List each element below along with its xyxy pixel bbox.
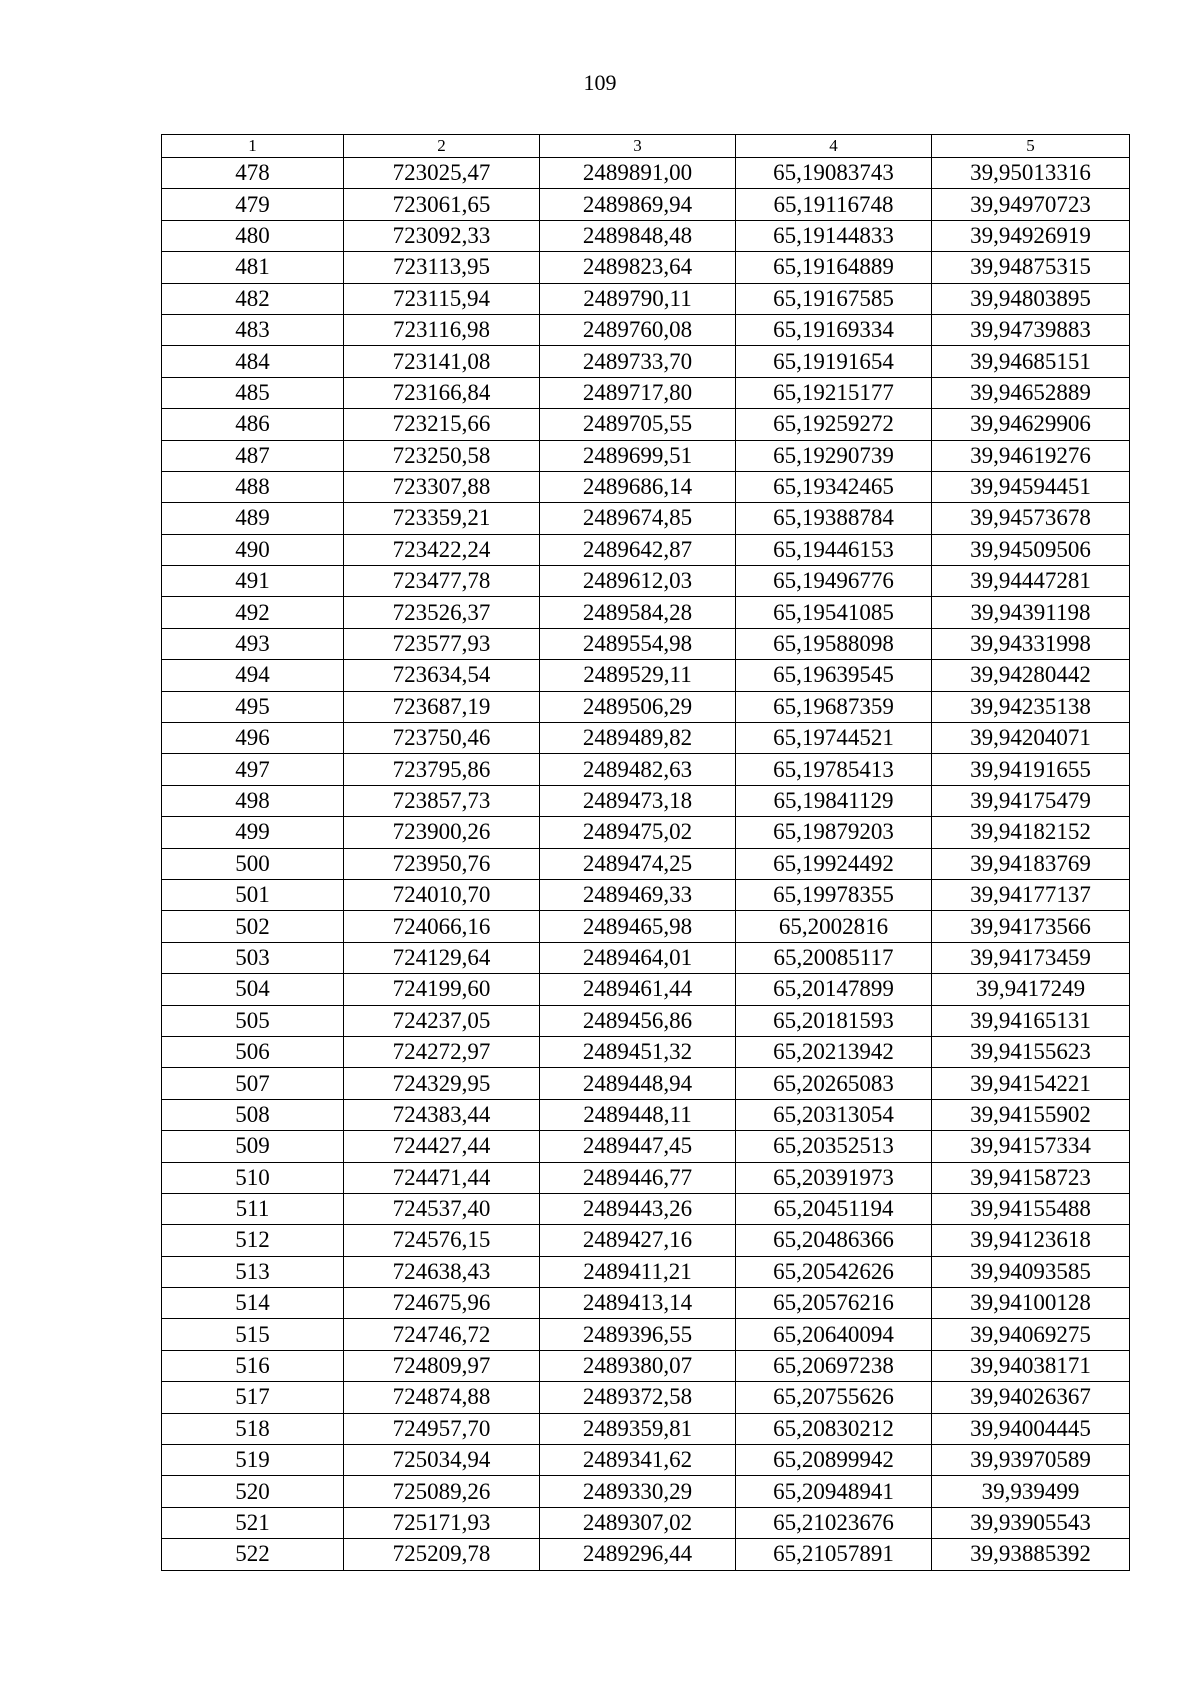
table-cell-col-2: 723115,94 [344, 283, 540, 314]
table-cell-col-4: 65,19144833 [736, 220, 932, 251]
table-row [162, 754, 1130, 785]
table-cell-col-4: 65,20899942 [736, 1445, 932, 1476]
table-cell-col-1: 511 [162, 1193, 344, 1224]
table-cell-col-1: 498 [162, 785, 344, 816]
table-cell-col-3: 2489482,63 [540, 754, 736, 785]
table-cell-col-4: 65,20486366 [736, 1225, 932, 1256]
table-cell-col-1: 484 [162, 346, 344, 377]
table-cell-col-5: 39,94235138 [932, 691, 1130, 722]
table-cell-col-2: 724066,16 [344, 911, 540, 942]
table-cell-col-5: 39,94026367 [932, 1382, 1130, 1413]
table-cell-col-5: 39,94573678 [932, 503, 1130, 534]
table-cell-col-5: 39,94204071 [932, 723, 1130, 754]
table-cell-col-1: 494 [162, 660, 344, 691]
table-cell-col-2: 725089,26 [344, 1476, 540, 1507]
table-cell-col-5: 39,94155623 [932, 1036, 1130, 1067]
table-cell-col-5: 39,9417249 [932, 974, 1130, 1005]
table-cell-col-4: 65,19541085 [736, 597, 932, 628]
table-cell-col-2: 724537,40 [344, 1193, 540, 1224]
table-row [162, 1005, 1130, 1036]
table-cell-col-3: 2489359,81 [540, 1413, 736, 1444]
table-row [162, 1476, 1130, 1507]
table-cell-col-1: 503 [162, 942, 344, 973]
table-row [162, 879, 1130, 910]
table-cell-col-4: 65,20542626 [736, 1256, 932, 1287]
table-cell-col-2: 724427,44 [344, 1131, 540, 1162]
table-cell-col-3: 2489446,77 [540, 1162, 736, 1193]
table-cell-col-4: 65,19167585 [736, 283, 932, 314]
table-cell-col-4: 65,20085117 [736, 942, 932, 973]
table-cell-col-1: 499 [162, 817, 344, 848]
table-cell-col-1: 519 [162, 1445, 344, 1476]
table-cell-col-2: 725034,94 [344, 1445, 540, 1476]
table-cell-col-3: 2489699,51 [540, 440, 736, 471]
table-cell-col-1: 481 [162, 252, 344, 283]
table-cell-col-2: 724129,64 [344, 942, 540, 973]
table-cell-col-4: 65,19259272 [736, 409, 932, 440]
table-cell-col-4: 65,19191654 [736, 346, 932, 377]
table-cell-col-3: 2489705,55 [540, 409, 736, 440]
table-cell-col-4: 65,20352513 [736, 1131, 932, 1162]
table-cell-col-2: 723750,46 [344, 723, 540, 754]
table-cell-col-5: 39,94875315 [932, 252, 1130, 283]
table-cell-col-1: 522 [162, 1539, 344, 1570]
table-cell-col-2: 724874,88 [344, 1382, 540, 1413]
table-cell-col-4: 65,19290739 [736, 440, 932, 471]
table-row [162, 1256, 1130, 1287]
table-row [162, 409, 1130, 440]
table-cell-col-4: 65,19639545 [736, 660, 932, 691]
table-cell-col-2: 723250,58 [344, 440, 540, 471]
table-row [162, 1099, 1130, 1130]
table-cell-col-1: 512 [162, 1225, 344, 1256]
table-cell-col-1: 482 [162, 283, 344, 314]
table-cell-col-3: 2489674,85 [540, 503, 736, 534]
table-row [162, 1288, 1130, 1319]
column-header-5: 5 [932, 135, 1130, 158]
table-cell-col-4: 65,19496776 [736, 566, 932, 597]
table-cell-col-5: 39,94926919 [932, 220, 1130, 251]
table-cell-col-3: 2489790,11 [540, 283, 736, 314]
table-cell-col-2: 723795,86 [344, 754, 540, 785]
table-cell-col-5: 39,939499 [932, 1476, 1130, 1507]
table-cell-col-1: 478 [162, 158, 344, 189]
table-cell-col-1: 486 [162, 409, 344, 440]
table-cell-col-1: 497 [162, 754, 344, 785]
table-cell-col-5: 39,94447281 [932, 566, 1130, 597]
table-cell-col-5: 39,94652889 [932, 377, 1130, 408]
table-cell-col-2: 724471,44 [344, 1162, 540, 1193]
table-cell-col-5: 39,94093585 [932, 1256, 1130, 1287]
table-cell-col-3: 2489642,87 [540, 534, 736, 565]
table-cell-col-5: 39,94685151 [932, 346, 1130, 377]
table-cell-col-4: 65,19446153 [736, 534, 932, 565]
table-cell-col-1: 479 [162, 189, 344, 220]
table-cell-col-4: 65,19785413 [736, 754, 932, 785]
table-cell-col-1: 493 [162, 628, 344, 659]
table-row [162, 1507, 1130, 1538]
table-row [162, 597, 1130, 628]
table-cell-col-5: 39,94739883 [932, 314, 1130, 345]
table-cell-col-2: 724957,70 [344, 1413, 540, 1444]
table-cell-col-2: 723687,19 [344, 691, 540, 722]
table-cell-col-5: 39,94509506 [932, 534, 1130, 565]
column-header-3: 3 [540, 135, 736, 158]
table-cell-col-5: 39,94280442 [932, 660, 1130, 691]
table-cell-col-2: 723092,33 [344, 220, 540, 251]
table-row [162, 723, 1130, 754]
table-cell-col-4: 65,19116748 [736, 189, 932, 220]
table-row [162, 503, 1130, 534]
table-cell-col-5: 39,94123618 [932, 1225, 1130, 1256]
table-cell-col-2: 725171,93 [344, 1507, 540, 1538]
table-cell-col-1: 495 [162, 691, 344, 722]
table-cell-col-1: 496 [162, 723, 344, 754]
table-cell-col-1: 492 [162, 597, 344, 628]
table-cell-col-1: 513 [162, 1256, 344, 1287]
table-cell-col-2: 723307,88 [344, 471, 540, 502]
table-row [162, 1445, 1130, 1476]
table-cell-col-4: 65,20755626 [736, 1382, 932, 1413]
table-cell-col-1: 505 [162, 1005, 344, 1036]
table-cell-col-4: 65,19588098 [736, 628, 932, 659]
coordinates-table [161, 134, 1130, 1571]
table-cell-col-3: 2489823,64 [540, 252, 736, 283]
table-cell-col-1: 491 [162, 566, 344, 597]
table-cell-col-2: 723422,24 [344, 534, 540, 565]
table-cell-col-3: 2489760,08 [540, 314, 736, 345]
table-row [162, 1350, 1130, 1381]
table-cell-col-5: 39,94157334 [932, 1131, 1130, 1162]
table-cell-col-1: 504 [162, 974, 344, 1005]
table-cell-col-5: 39,94100128 [932, 1288, 1130, 1319]
table-cell-col-4: 65,21057891 [736, 1539, 932, 1570]
table-cell-col-5: 39,94038171 [932, 1350, 1130, 1381]
table-body [162, 158, 1130, 1571]
table-cell-col-5: 39,94173459 [932, 942, 1130, 973]
table-cell-col-4: 65,20391973 [736, 1162, 932, 1193]
table-cell-col-3: 2489465,98 [540, 911, 736, 942]
table-cell-col-1: 487 [162, 440, 344, 471]
table-cell-col-3: 2489372,58 [540, 1382, 736, 1413]
table-cell-col-1: 521 [162, 1507, 344, 1538]
table-cell-col-5: 39,94004445 [932, 1413, 1130, 1444]
table-cell-col-4: 65,20948941 [736, 1476, 932, 1507]
table-cell-col-4: 65,19841129 [736, 785, 932, 816]
table-cell-col-5: 39,93905543 [932, 1507, 1130, 1538]
table-cell-col-1: 508 [162, 1099, 344, 1130]
table-cell-col-4: 65,19169334 [736, 314, 932, 345]
table-cell-col-4: 65,19924492 [736, 848, 932, 879]
table-cell-col-2: 723215,66 [344, 409, 540, 440]
table-cell-col-4: 65,19164889 [736, 252, 932, 283]
table-cell-col-4: 65,19978355 [736, 879, 932, 910]
column-header-2: 2 [344, 135, 540, 158]
table-cell-col-1: 509 [162, 1131, 344, 1162]
table-cell-col-5: 39,93885392 [932, 1539, 1130, 1570]
table-cell-col-5: 39,94803895 [932, 283, 1130, 314]
table-cell-col-3: 2489307,02 [540, 1507, 736, 1538]
table-cell-col-4: 65,20640094 [736, 1319, 932, 1350]
table-row [162, 1319, 1130, 1350]
table-cell-col-3: 2489451,32 [540, 1036, 736, 1067]
table-cell-col-3: 2489427,16 [540, 1225, 736, 1256]
header-row [162, 135, 1130, 158]
table-cell-col-1: 515 [162, 1319, 344, 1350]
table-row [162, 1131, 1130, 1162]
table-cell-col-3: 2489464,01 [540, 942, 736, 973]
table-cell-col-1: 518 [162, 1413, 344, 1444]
table-cell-col-4: 65,19687359 [736, 691, 932, 722]
table-cell-col-2: 724010,70 [344, 879, 540, 910]
table-cell-col-4: 65,20576216 [736, 1288, 932, 1319]
table-cell-col-3: 2489848,48 [540, 220, 736, 251]
table-cell-col-3: 2489380,07 [540, 1350, 736, 1381]
table-cell-col-3: 2489686,14 [540, 471, 736, 502]
table-row [162, 1162, 1130, 1193]
table-row [162, 848, 1130, 879]
table-cell-col-4: 65,20181593 [736, 1005, 932, 1036]
table-cell-col-5: 39,94155488 [932, 1193, 1130, 1224]
table-cell-col-3: 2489506,29 [540, 691, 736, 722]
table-cell-col-5: 39,93970589 [932, 1445, 1130, 1476]
table-cell-col-4: 65,19215177 [736, 377, 932, 408]
table-cell-col-5: 39,95013316 [932, 158, 1130, 189]
table-cell-col-3: 2489456,86 [540, 1005, 736, 1036]
table-cell-col-1: 520 [162, 1476, 344, 1507]
table-cell-col-2: 723025,47 [344, 158, 540, 189]
table-cell-col-1: 507 [162, 1068, 344, 1099]
table-cell-col-4: 65,20213942 [736, 1036, 932, 1067]
table-cell-col-3: 2489584,28 [540, 597, 736, 628]
table-cell-col-2: 724576,15 [344, 1225, 540, 1256]
table-cell-col-2: 723526,37 [344, 597, 540, 628]
table-cell-col-3: 2489489,82 [540, 723, 736, 754]
table-cell-col-1: 490 [162, 534, 344, 565]
table-cell-col-1: 488 [162, 471, 344, 502]
table-cell-col-4: 65,20147899 [736, 974, 932, 1005]
table-cell-col-5: 39,94629906 [932, 409, 1130, 440]
table-row [162, 566, 1130, 597]
table-cell-col-1: 483 [162, 314, 344, 345]
table-cell-col-3: 2489447,45 [540, 1131, 736, 1162]
table-cell-col-2: 723857,73 [344, 785, 540, 816]
table-cell-col-2: 723141,08 [344, 346, 540, 377]
table-row [162, 1036, 1130, 1067]
table-row [162, 283, 1130, 314]
table-cell-col-3: 2489475,02 [540, 817, 736, 848]
table-cell-col-1: 510 [162, 1162, 344, 1193]
table-cell-col-3: 2489529,11 [540, 660, 736, 691]
table-cell-col-4: 65,19342465 [736, 471, 932, 502]
table-cell-col-1: 514 [162, 1288, 344, 1319]
table-row [162, 817, 1130, 848]
table-row [162, 377, 1130, 408]
table-cell-col-2: 723950,76 [344, 848, 540, 879]
column-header-4: 4 [736, 135, 932, 158]
table-cell-col-3: 2489461,44 [540, 974, 736, 1005]
table-row [162, 220, 1130, 251]
table-cell-col-5: 39,94154221 [932, 1068, 1130, 1099]
table-cell-col-5: 39,94191655 [932, 754, 1130, 785]
table-cell-col-3: 2489448,94 [540, 1068, 736, 1099]
table-row [162, 1193, 1130, 1224]
table-cell-col-3: 2489474,25 [540, 848, 736, 879]
table-cell-col-5: 39,94155902 [932, 1099, 1130, 1130]
table-row [162, 660, 1130, 691]
table-cell-col-4: 65,20697238 [736, 1350, 932, 1381]
table-cell-col-2: 724809,97 [344, 1350, 540, 1381]
table-row [162, 252, 1130, 283]
table-header [162, 135, 1130, 158]
table-cell-col-5: 39,94158723 [932, 1162, 1130, 1193]
table-cell-col-3: 2489733,70 [540, 346, 736, 377]
table-row [162, 314, 1130, 345]
table-cell-col-2: 723116,98 [344, 314, 540, 345]
table-cell-col-3: 2489717,80 [540, 377, 736, 408]
table-cell-col-3: 2489296,44 [540, 1539, 736, 1570]
table-cell-col-5: 39,94165131 [932, 1005, 1130, 1036]
table-cell-col-1: 517 [162, 1382, 344, 1413]
table-cell-col-2: 724329,95 [344, 1068, 540, 1099]
table-row [162, 1068, 1130, 1099]
table-cell-col-4: 65,19879203 [736, 817, 932, 848]
table-row [162, 1225, 1130, 1256]
table-cell-col-4: 65,19744521 [736, 723, 932, 754]
table-cell-col-3: 2489891,00 [540, 158, 736, 189]
table-cell-col-4: 65,21023676 [736, 1507, 932, 1538]
table-cell-col-5: 39,94177137 [932, 879, 1130, 910]
table-cell-col-4: 65,20451194 [736, 1193, 932, 1224]
table-cell-col-3: 2489612,03 [540, 566, 736, 597]
table-row [162, 471, 1130, 502]
table-cell-col-2: 724199,60 [344, 974, 540, 1005]
table-cell-col-1: 516 [162, 1350, 344, 1381]
table-cell-col-1: 500 [162, 848, 344, 879]
page-number: 109 [583, 70, 617, 95]
table-cell-col-1: 489 [162, 503, 344, 534]
table-cell-col-5: 39,94182152 [932, 817, 1130, 848]
table-cell-col-3: 2489869,94 [540, 189, 736, 220]
table-row [162, 691, 1130, 722]
table-cell-col-3: 2489413,14 [540, 1288, 736, 1319]
table-cell-col-1: 485 [162, 377, 344, 408]
column-header-1: 1 [162, 135, 344, 158]
table-cell-col-2: 723166,84 [344, 377, 540, 408]
table-cell-col-1: 501 [162, 879, 344, 910]
table-cell-col-5: 39,94970723 [932, 189, 1130, 220]
table-cell-col-3: 2489341,62 [540, 1445, 736, 1476]
table-cell-col-5: 39,94619276 [932, 440, 1130, 471]
table-cell-col-5: 39,94391198 [932, 597, 1130, 628]
table-row [162, 1413, 1130, 1444]
table-cell-col-3: 2489448,11 [540, 1099, 736, 1130]
table-row [162, 911, 1130, 942]
table-cell-col-2: 723900,26 [344, 817, 540, 848]
table-cell-col-2: 723061,65 [344, 189, 540, 220]
table-row [162, 628, 1130, 659]
table-cell-col-3: 2489411,21 [540, 1256, 736, 1287]
table-row [162, 158, 1130, 189]
table-cell-col-2: 723577,93 [344, 628, 540, 659]
table-cell-col-3: 2489554,98 [540, 628, 736, 659]
table-cell-col-5: 39,94173566 [932, 911, 1130, 942]
table-cell-col-2: 724746,72 [344, 1319, 540, 1350]
table-cell-col-4: 65,20830212 [736, 1413, 932, 1444]
table-cell-col-2: 723477,78 [344, 566, 540, 597]
table-row [162, 346, 1130, 377]
table-cell-col-5: 39,94069275 [932, 1319, 1130, 1350]
table-cell-col-2: 724272,97 [344, 1036, 540, 1067]
table-cell-col-2: 725209,78 [344, 1539, 540, 1570]
table-row [162, 785, 1130, 816]
table-cell-col-1: 506 [162, 1036, 344, 1067]
table-cell-col-3: 2489473,18 [540, 785, 736, 816]
table-row [162, 1539, 1130, 1570]
table-row [162, 942, 1130, 973]
table-cell-col-2: 724675,96 [344, 1288, 540, 1319]
table-cell-col-3: 2489469,33 [540, 879, 736, 910]
table-cell-col-2: 723113,95 [344, 252, 540, 283]
table-row [162, 1382, 1130, 1413]
table-cell-col-5: 39,94594451 [932, 471, 1130, 502]
table-cell-col-1: 502 [162, 911, 344, 942]
table-cell-col-5: 39,94183769 [932, 848, 1130, 879]
table-cell-col-4: 65,19388784 [736, 503, 932, 534]
table-cell-col-5: 39,94175479 [932, 785, 1130, 816]
table-cell-col-4: 65,19083743 [736, 158, 932, 189]
table-cell-col-2: 724383,44 [344, 1099, 540, 1130]
table-cell-col-5: 39,94331998 [932, 628, 1130, 659]
table-cell-col-3: 2489443,26 [540, 1193, 736, 1224]
table-cell-col-4: 65,20265083 [736, 1068, 932, 1099]
table-cell-col-2: 724237,05 [344, 1005, 540, 1036]
table-row [162, 534, 1130, 565]
table-row [162, 440, 1130, 471]
table-cell-col-3: 2489330,29 [540, 1476, 736, 1507]
table-cell-col-4: 65,20313054 [736, 1099, 932, 1130]
table-cell-col-2: 724638,43 [344, 1256, 540, 1287]
table-cell-col-2: 723634,54 [344, 660, 540, 691]
table-row [162, 189, 1130, 220]
table-cell-col-1: 480 [162, 220, 344, 251]
table-cell-col-4: 65,2002816 [736, 911, 932, 942]
table-cell-col-2: 723359,21 [344, 503, 540, 534]
table-cell-col-3: 2489396,55 [540, 1319, 736, 1350]
table-row [162, 974, 1130, 1005]
